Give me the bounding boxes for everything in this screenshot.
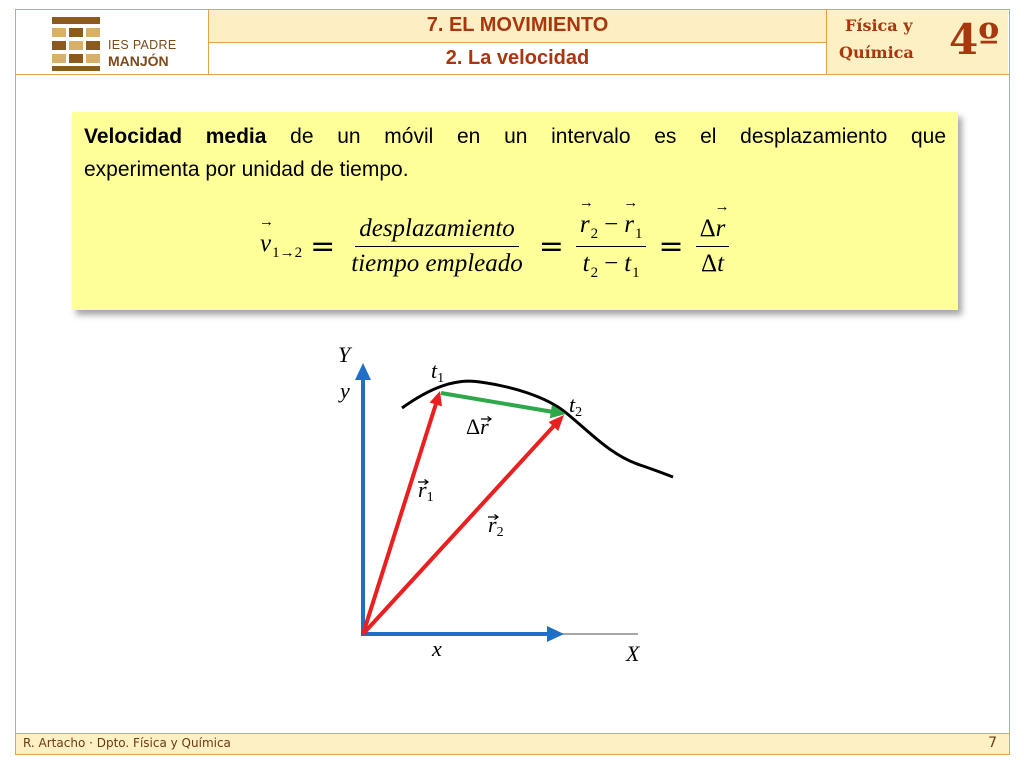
- vector-r1-arrowhead: [430, 391, 442, 406]
- formula-lhs: [260, 230, 302, 262]
- sub-2: 2: [590, 225, 599, 242]
- vector-v: v →: [260, 230, 271, 258]
- subject-line1: Física y: [845, 16, 913, 35]
- fraction2-denominator: [579, 247, 644, 282]
- page-number: 7: [988, 735, 997, 751]
- axis-label-Y: Y: [338, 342, 351, 367]
- section-title: 2. La velocidad: [209, 43, 826, 74]
- r1-sub: 1: [426, 490, 434, 505]
- t2-symbol: t: [582, 249, 590, 277]
- position-vectors-diagram: [330, 340, 690, 675]
- t2-sub: 2: [575, 405, 583, 420]
- axis-label-x: x: [432, 636, 442, 661]
- label-delta-r: [466, 414, 489, 439]
- vector-delta-r: r →: [716, 215, 726, 243]
- sub-1: 1: [634, 225, 643, 242]
- vector-r1: r →: [624, 211, 634, 239]
- delta-symbol: Δ: [700, 249, 718, 277]
- footer-author: R. Artacho · Dpto. Física y Química: [23, 736, 231, 750]
- definition-line1-text: de un móvil en un intervalo es el desplazamiento que: [266, 125, 946, 148]
- t2-letter: t: [569, 392, 576, 417]
- subject-cell: [827, 10, 1008, 74]
- sub-1: 1: [632, 264, 640, 281]
- fraction-delta-r-over-delta-t: [696, 215, 730, 278]
- r2-sub: 2: [496, 525, 504, 540]
- axis-label-y: y: [340, 378, 350, 403]
- t1-letter: t: [431, 358, 438, 383]
- vector-r2: r →: [580, 211, 590, 239]
- velocity-formula: [260, 211, 733, 281]
- definition-line2: experimenta por unidad de tiempo.: [84, 158, 409, 181]
- fraction-position-difference: [576, 211, 647, 282]
- definition-line1: [84, 121, 946, 153]
- lhs-subscript: 1→2: [272, 245, 303, 261]
- unit-title: 7. EL MOVIMIENTO: [209, 10, 826, 43]
- delta-r-letter: r: [480, 414, 489, 439]
- minus-sign: −: [604, 249, 619, 277]
- r2-letter: r: [488, 512, 497, 537]
- fraction3-denominator: [697, 247, 728, 278]
- logo-text-manjon: MANJÓN: [108, 53, 169, 69]
- vector-r2-line: [363, 426, 554, 634]
- sub-2: 2: [590, 264, 599, 281]
- label-r2: [488, 512, 504, 540]
- label-r1: [418, 477, 434, 505]
- definition-box: [72, 112, 958, 310]
- title-cell: [209, 10, 827, 74]
- delta-symbol: Δ: [699, 214, 716, 242]
- definition-term: Velocidad media: [84, 125, 267, 148]
- delta-r-delta: Δ: [466, 414, 481, 439]
- equals-sign-3: =: [658, 228, 684, 264]
- fraction1-denominator: tiempo empleado: [351, 249, 523, 277]
- y-axis-arrowhead: [355, 363, 371, 380]
- trajectory-curve: [402, 381, 673, 477]
- school-logo: [16, 10, 209, 74]
- t1-sub: 1: [437, 371, 445, 386]
- t1-symbol: t: [624, 249, 632, 277]
- equals-sign-2: =: [538, 228, 564, 264]
- x-axis-arrowhead: [547, 626, 564, 642]
- equals-sign-1: =: [310, 228, 336, 264]
- minus-sign: −: [604, 210, 619, 238]
- subject-line2: Química: [839, 43, 914, 62]
- t-symbol: t: [717, 249, 725, 277]
- r1-letter: r: [418, 477, 427, 502]
- fraction3-numerator: [696, 215, 730, 247]
- slide-header: [15, 9, 1010, 75]
- slide-footer: [15, 733, 1010, 755]
- course-label: 4º: [949, 15, 1000, 64]
- label-t2: [569, 392, 582, 420]
- label-t1: [431, 358, 444, 386]
- fraction2-numerator: [576, 211, 647, 247]
- fraction1-numerator: desplazamiento: [355, 215, 519, 247]
- fraction-displacement-over-time: [347, 215, 526, 278]
- vector-r1-line: [363, 404, 436, 634]
- axis-label-X: X: [626, 641, 640, 666]
- logo-blocks-icon: [50, 14, 106, 72]
- logo-text-ies-padre: IES PADRE: [108, 38, 177, 52]
